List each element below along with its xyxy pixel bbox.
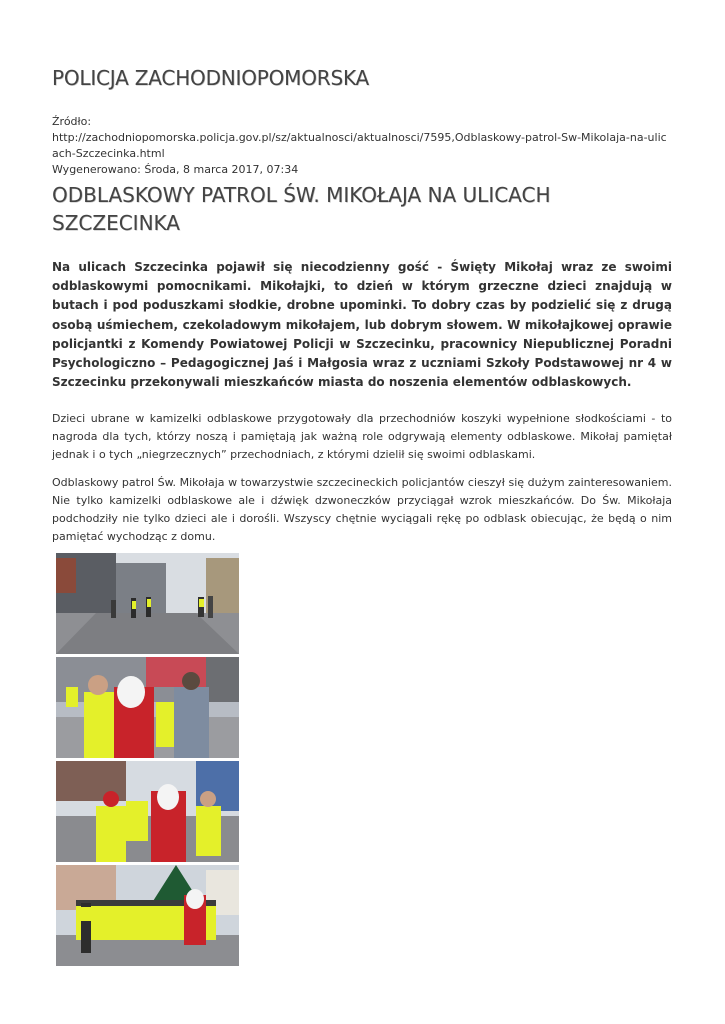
source-url[interactable]: http://zachodniopomorska.policja.gov.pl/sz/aktualnosci/aktualnosci/7595,Odblaskowy-patrol-Sw-Mikolaja-na-ulicach-Szczecinka.html (52, 131, 667, 160)
article-photo-group (56, 865, 239, 966)
article-title: ODBLASKOWY PATROL ŚW. MIKOŁAJA NA ULICACH SZCZECINKA (52, 183, 551, 235)
article-photo-santa-children (56, 761, 239, 862)
article-paragraph: Dzieci ubrane w kamizelki odblaskowe przygotowały dla przechodniów koszyki wypełnione słodkościami - to nagroda dla tych, którzy noszą i pamiętają jak ważną role odgrywają elementy odblaskowe. Mikołaj pamiętał jednak i o tych „niegrzecznych” przechodniach, z którymi dzielił się swoimi odblaskami. (52, 412, 672, 461)
source-label: Źródło: (52, 115, 92, 128)
article-lead: Na ulicach Szczecinka pojawił się niecodzienny gość - Święty Mikołaj wraz ze swoimi odblaskowymi pomocnikami. Mikołajki, to dzień w którym grzeczne dzieci znajdują w butach i pod poduszkami słodkie, drobne upominki. To dobry czas by podzielić się z drugą osobą uśmiechem, czekoladowym mikołajem, lub dobrym słowem. W mikołajkowej oprawie policjantki z Komendy Powiatowej Policji w Szczecinku, pracownicy Niepublicznej Poradni Psychologiczno – Pedagogicznej Jaś i Małgosia wraz z uczniami Szkoły Podstawowej nr 4 w Szczecinku przekonywali mieszkańców miasta do noszenia elementów odblaskowych. (52, 260, 672, 390)
article-photo-santa-officers (56, 657, 239, 758)
document-meta (52, 114, 672, 178)
article-paragraph: Odblaskowy patrol Św. Mikołaja w towarzystwie szczecineckich policjantów cieszył się dużym zainteresowaniem. Nie tylko kamizelki odblaskowe ale i dźwięk dzwoneczków przyciągał wzrok mieszkańców. Do Św. Mikołaja podchodziły nie tylko dzieci ale i dorośli. Wszyscy chętnie wyciągali rękę po odblask obiecując, że będą o nim pamiętać wychodząc z domu. (52, 476, 672, 543)
generated-date: Wygenerowano: Środa, 8 marca 2017, 07:34 (52, 163, 299, 176)
article-photo-street (56, 553, 239, 654)
site-title: POLICJA ZACHODNIOPOMORSKA (52, 66, 370, 90)
